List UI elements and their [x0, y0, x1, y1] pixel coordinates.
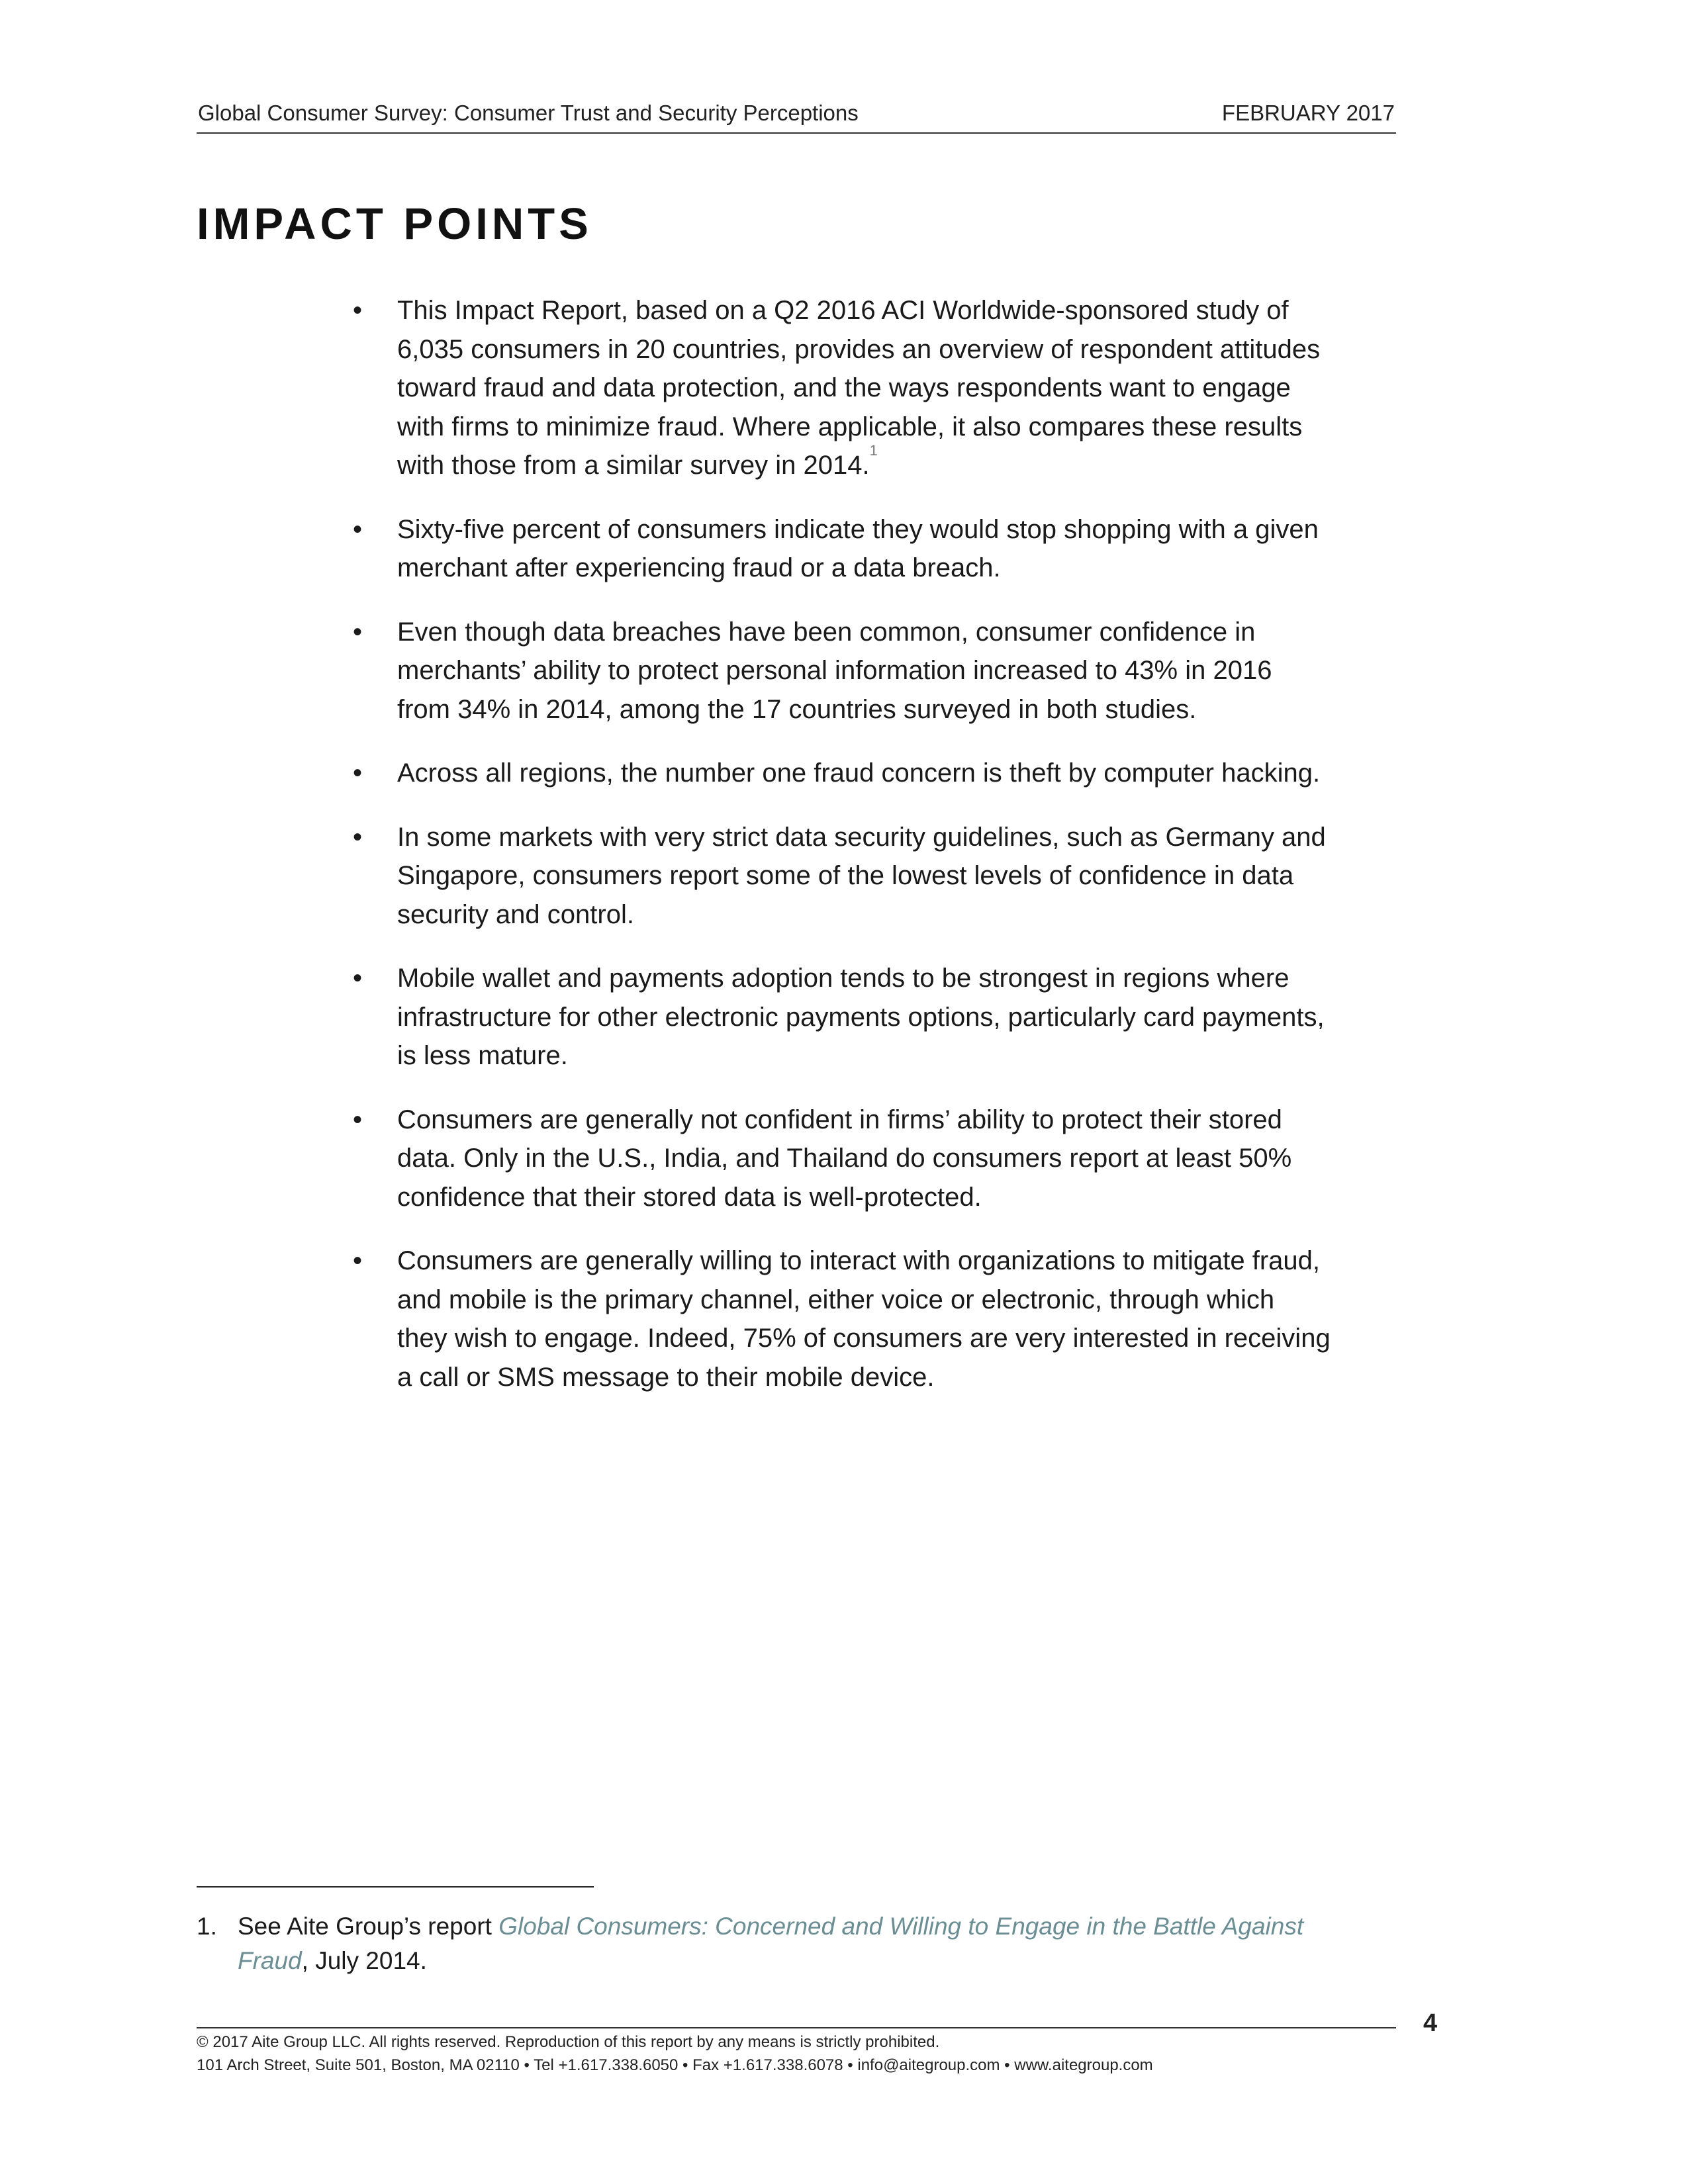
footnote-divider: [197, 1886, 594, 1888]
bullet-line: with those from a similar survey in 2014.$^1$: [397, 442, 878, 480]
footer-address: 101 Arch Street, Suite 501, Boston, MA 02110 • Tel +1.617.338.6050 • Fax +1.617.338.6078 • info@aitegroup.com • www.aitegroup.com: [197, 2056, 1153, 2074]
bullet-item-7: [344, 1101, 1403, 1217]
bullet-item-3: [344, 613, 1403, 729]
bullet-icon: •: [352, 1246, 362, 1275]
bullet-line: toward fraud and data protection, and the ways respondents want to engage: [397, 373, 1291, 402]
bullet-icon: •: [352, 964, 362, 993]
bullet-line: and mobile is the primary channel, either voice or electronic, through which: [397, 1285, 1275, 1314]
bullet-line: Across all regions, the number one fraud concern is theft by computer hacking.: [397, 758, 1321, 788]
bullet-line: they wish to engage. Indeed, 75% of consumers are very interested in receiving: [397, 1324, 1331, 1353]
bullet-item-4: [344, 754, 1403, 793]
bullet-line: In some markets with very strict data security guidelines, such as Germany and: [397, 822, 1326, 852]
bullet-line: infrastructure for other electronic payments options, particularly card payments,: [397, 1002, 1325, 1032]
bullet-line: with firms to minimize fraud. Where applicable, it also compares these results: [397, 412, 1303, 441]
header-date: FEBRUARY 2017: [1221, 101, 1395, 125]
footnote-suffix: , July 2014.: [301, 1947, 427, 1974]
bullet-line: is less mature.: [397, 1041, 568, 1070]
bullet-line: Consumers are generally not confident in firms’ ability to protect their stored: [397, 1105, 1282, 1134]
bullet-line: confidence that their stored data is well-protected.: [397, 1182, 982, 1212]
bullet-line: Singapore, consumers report some of the lowest levels of confidence in data: [397, 861, 1294, 890]
bullet-list: [344, 291, 1403, 1422]
bullet-icon: •: [352, 1105, 362, 1134]
bullet-icon: •: [352, 822, 362, 852]
bullet-icon: •: [352, 514, 362, 544]
section-title: IMPACT POINTS: [197, 199, 592, 249]
bullet-line: 6,035 consumers in 20 countries, provides an overview of respondent attitudes: [397, 334, 1321, 364]
footnote-report-title-link-cont[interactable]: Fraud: [238, 1947, 302, 1974]
footnote-number: 1.: [197, 1913, 217, 1940]
running-header: [197, 99, 1396, 134]
bullet-item-8: [344, 1242, 1403, 1396]
bullet-line: Sixty-five percent of consumers indicate they would stop shopping with a given: [397, 514, 1319, 544]
header-title: Global Consumer Survey: Consumer Trust and Security Perceptions: [198, 101, 859, 125]
bullet-item-5: [344, 818, 1403, 934]
footnote-ref[interactable]: 1: [869, 442, 878, 459]
footnote: [197, 1909, 1388, 1978]
footnote-report-title-link[interactable]: Global Consumers: Concerned and Willing to Engage in the Battle Against: [498, 1913, 1304, 1940]
footnote-line-2: [197, 1944, 1388, 1978]
bullet-line: a call or SMS message to their mobile device.: [397, 1362, 935, 1392]
bullet-item-6: [344, 959, 1403, 1075]
bullet-icon: •: [352, 617, 362, 647]
bullet-line: security and control.: [397, 899, 634, 929]
bullet-line: This Impact Report, based on a Q2 2016 ACI Worldwide-sponsored study of: [397, 296, 1289, 325]
footnote-prefix: See Aite Group’s report: [238, 1913, 499, 1940]
bullet-line: Consumers are generally willing to interact with organizations to mitigate fraud,: [397, 1246, 1321, 1275]
footer-divider: [197, 2027, 1396, 2028]
bullet-icon: •: [352, 296, 362, 325]
bullet-item-1: [344, 291, 1403, 485]
bullet-line: data. Only in the U.S., India, and Thailand do consumers report at least 50%: [397, 1144, 1292, 1173]
bullet-line: merchant after experiencing fraud or a data breach.: [397, 553, 1001, 582]
bullet-icon: •: [352, 758, 362, 788]
bullet-item-2: [344, 510, 1403, 588]
footnote-line-1: [197, 1909, 1388, 1944]
bullet-line: from 34% in 2014, among the 17 countries surveyed in both studies.: [397, 694, 1197, 724]
page-number: 4: [1423, 2009, 1438, 2037]
bullet-line: Even though data breaches have been common, consumer confidence in: [397, 617, 1256, 647]
footer-copyright: © 2017 Aite Group LLC. All rights reserved. Reproduction of this report by any means is strictly prohibited.: [197, 2033, 940, 2051]
bullet-line: merchants’ ability to protect personal information increased to 43% in 2016: [397, 656, 1272, 685]
bullet-line: Mobile wallet and payments adoption tends to be strongest in regions where: [397, 964, 1289, 993]
